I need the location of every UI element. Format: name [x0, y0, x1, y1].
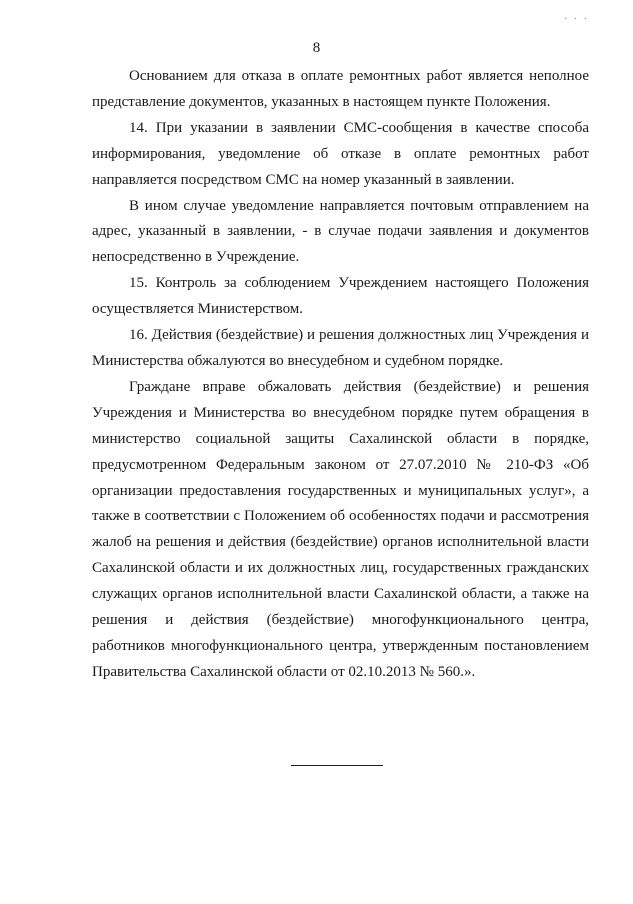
paragraph-16-appeals: 16. Действия (бездействие) и решения должностных лиц Учреждения и Министерства обжалуются во внесудебном и судебном порядке.: [92, 327, 589, 369]
paragraph-14-sms-notice: 14. При указании в заявлении СМС-сообщения в качестве способа информирования, уведомление об отказе в оплате ремонтных работ направляется посредством СМС на номер указанный в заявлении.: [92, 119, 589, 188]
document-body: [92, 64, 589, 686]
paragraph-refusal-basis: Основанием для отказа в оплате ремонтных работ является неполное представление документов, указанных в настоящем пункте Положения.: [92, 68, 589, 110]
paragraph-15-control: 15. Контроль за соблюдением Учреждением настоящего Положения осуществляется Министерством.: [92, 275, 589, 318]
closing-divider-line: [291, 765, 383, 766]
page-number: 8: [312, 40, 321, 56]
paragraph-postal-notice: В ином случае уведомление направляется почтовым отправлением на адрес, указанный в заявлении, - в случае подачи заявления и документов непосредственно в Учреждение.: [92, 197, 589, 266]
paragraph-citizens-appeal-rights: Граждане вправе обжаловать действия (бездействие) и решения Учреждения и Министерства во внесудебном порядке путем обращения в министерство социальной защиты Сахалинской области в порядке, предусмотренном Федеральным законом от 27.07.2010 № 210-ФЗ «Об организации предоставления государственных и муниципальных услуг», а также в соответствии с Положением об особенностях подачи и рассмотрения жалоб на решения и действия (бездействие) органов исполнительной власти Сахалинской области и их должностных лиц, государственных гражданских служащих органов исполнительной власти Сахалинской области, а также на решения и действия (бездействие) многофункционального центра, работников многофункционального центра, утвержденным постановлением Правительства Сахалинской области от 02.10.2013 № 560.».: [92, 378, 589, 680]
scan-speck-marks: · · ·: [564, 14, 589, 25]
